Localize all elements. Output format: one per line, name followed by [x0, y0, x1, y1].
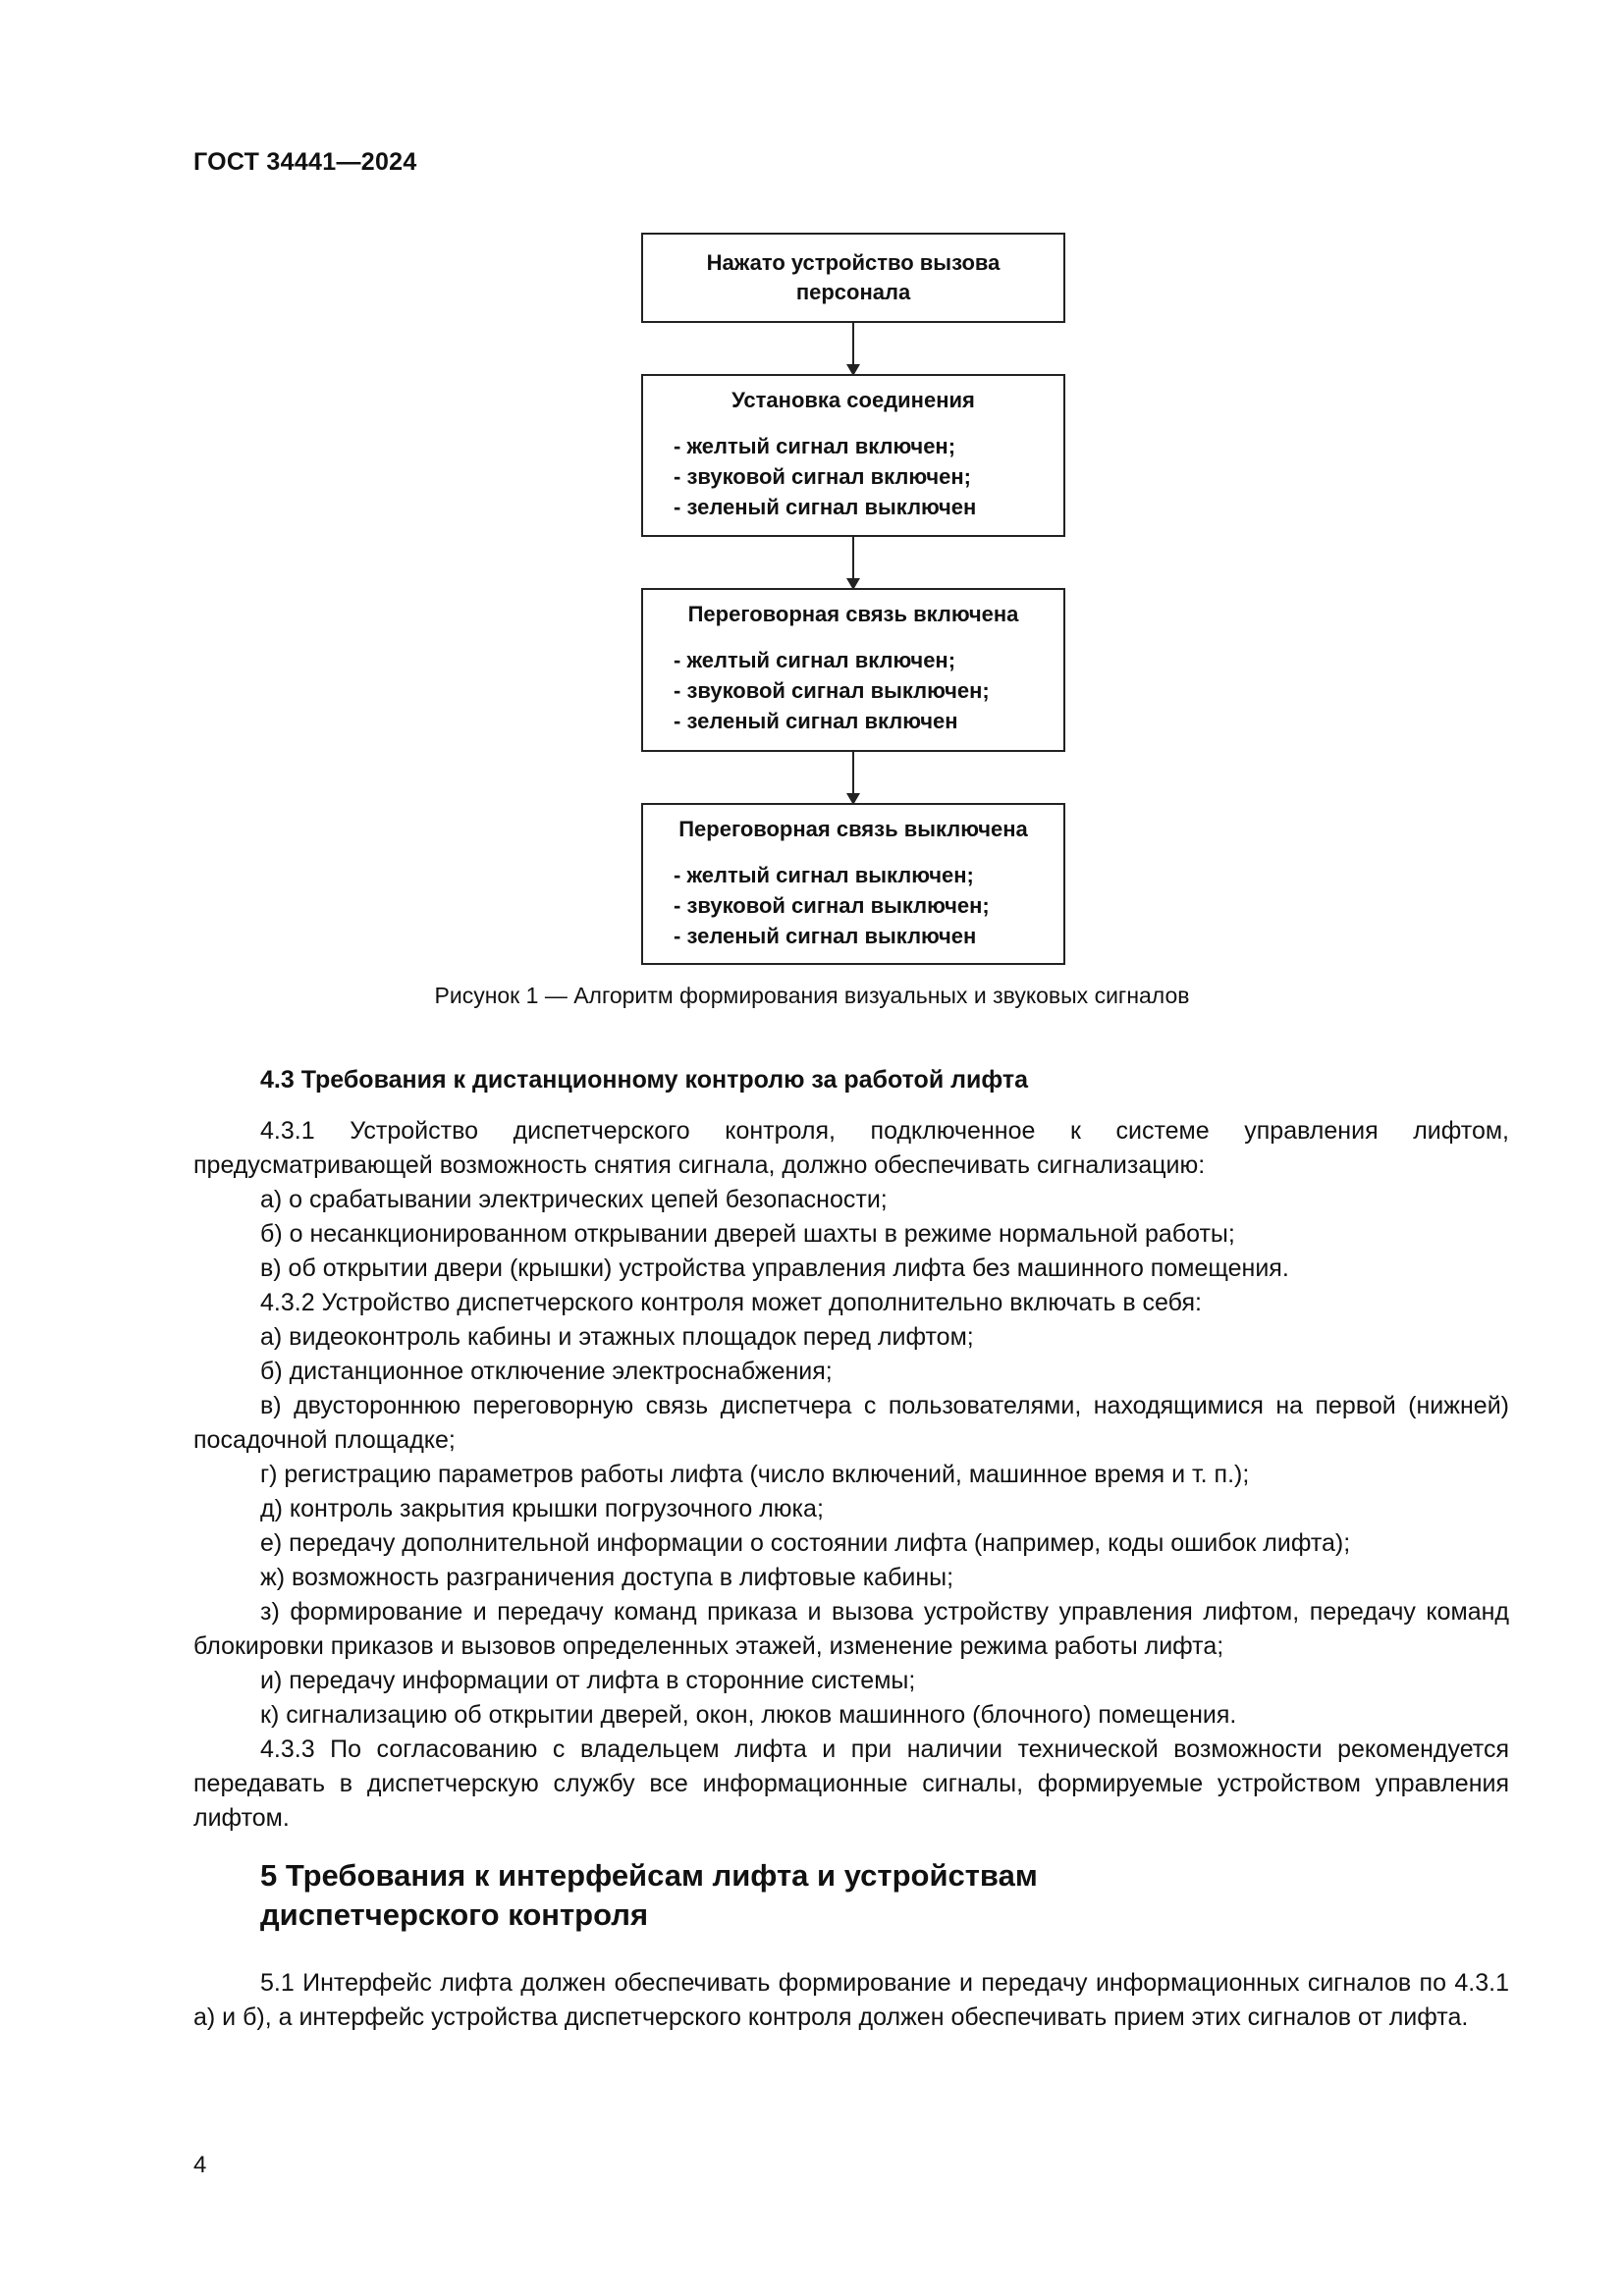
list-item: к) сигнализацию об открытии дверей, окон, люков машинного (блочного) помещения. [260, 1701, 1237, 1729]
flowchart-box-talk-on [641, 588, 1065, 752]
list-item: а) о срабатывании электрических цепей безопасности; [260, 1186, 888, 1213]
list-item: г) регистрацию параметров работы лифта (число включений, машинное время и т. п.); [260, 1461, 1250, 1488]
list-item: б) дистанционное отключение электроснабжения; [260, 1358, 833, 1385]
flowchart-box-call [641, 233, 1065, 323]
paragraph-4-3-1: 4.3.1 Устройство диспетчерского контроля, подключенное к системе управления лифтом, предусматривающей возможность снятия сигнала, должно обеспечивать сигнализацию: [193, 1117, 1509, 1179]
list-item: а) видеоконтроль кабины и этажных площадок перед лифтом; [260, 1323, 974, 1351]
flowchart-arrow [852, 323, 854, 374]
flowchart-box-line: - звуковой сигнал выключен; [674, 678, 990, 703]
flowchart-box-talk-off [641, 803, 1065, 965]
page-number: 4 [193, 2152, 207, 2178]
flowchart-arrow [852, 537, 854, 588]
flowchart-box-connecting [641, 374, 1065, 537]
section-heading-5 [260, 1856, 1038, 1935]
section-heading-line: 5 Требования к интерфейсам лифта и устройствам [260, 1858, 1038, 1893]
flowchart-arrow [852, 752, 854, 803]
list-item: б) о несанкционированном открывании дверей шахты в режиме нормальной работы; [260, 1220, 1235, 1248]
section-4-3-body [193, 1114, 1509, 1836]
section-heading-4-3: 4.3 Требования к дистанционному контролю за работой лифта [260, 1066, 1029, 1094]
flowchart-box-line: - желтый сигнал включен; [674, 434, 956, 458]
list-item: и) передачу информации от лифта в сторонние системы; [260, 1667, 916, 1694]
list-item: е) передачу дополнительной информации о состоянии лифта (например, коды ошибок лифта); [260, 1529, 1351, 1557]
flowchart-box-line: - желтый сигнал выключен; [674, 863, 974, 887]
flowchart-box-line: - зеленый сигнал выключен [674, 495, 977, 519]
list-item: з) формирование и передачу команд приказа и вызова устройству управления лифтом, передачу команд блокировки приказов и вызовов определенных этажей, изменение режима работы лифта; [193, 1598, 1509, 1660]
section-heading-line: диспетчерского контроля [260, 1897, 649, 1932]
paragraph-4-3-3: 4.3.3 По согласованию с владельцем лифта и при наличии технической возможности рекомендуется передавать в диспетчерскую службу все информационные сигналы, формируемые устройством управления лифтом. [193, 1735, 1509, 1832]
flowchart-box-line: - зеленый сигнал выключен [674, 924, 977, 948]
flowchart-box-line: - звуковой сигнал включен; [674, 464, 971, 489]
flowchart-box-title: Переговорная связь включена [687, 602, 1019, 626]
list-item: д) контроль закрытия крышки погрузочного люка; [260, 1495, 824, 1522]
paragraph-5-1: 5.1 Интерфейс лифта должен обеспечивать формирование и передачу информационных сигналов по 4.3.1 а) и б), а интерфейс устройства диспетчерского контроля должен обеспечивать прием этих сигналов от лифта. [193, 1969, 1509, 2031]
flowchart-box-line: - желтый сигнал включен; [674, 648, 956, 672]
list-item: в) об открытии двери (крышки) устройства управления лифта без машинного помещения. [260, 1255, 1289, 1282]
paragraph-4-3-2: 4.3.2 Устройство диспетчерского контроля может дополнительно включать в себя: [260, 1289, 1202, 1316]
list-item: в) двустороннюю переговорную связь диспетчера с пользователями, находящимися на первой (нижней) посадочной площадке; [193, 1392, 1509, 1454]
flowchart-box-title: Нажато устройство вызова персонала [706, 250, 1001, 304]
document-id: ГОСТ 34441—2024 [193, 148, 417, 176]
flowchart-box-title: Установка соединения [731, 388, 975, 412]
section-5-body [193, 1966, 1509, 2035]
flowchart-box-line: - звуковой сигнал выключен; [674, 893, 990, 918]
flowchart-box-line: - зеленый сигнал включен [674, 709, 958, 733]
figure-caption: Рисунок 1 — Алгоритм формирования визуальных и звуковых сигналов [434, 983, 1190, 1008]
list-item: ж) возможность разграничения доступа в лифтовые кабины; [260, 1564, 954, 1591]
flowchart-box-title: Переговорная связь выключена [678, 817, 1028, 841]
